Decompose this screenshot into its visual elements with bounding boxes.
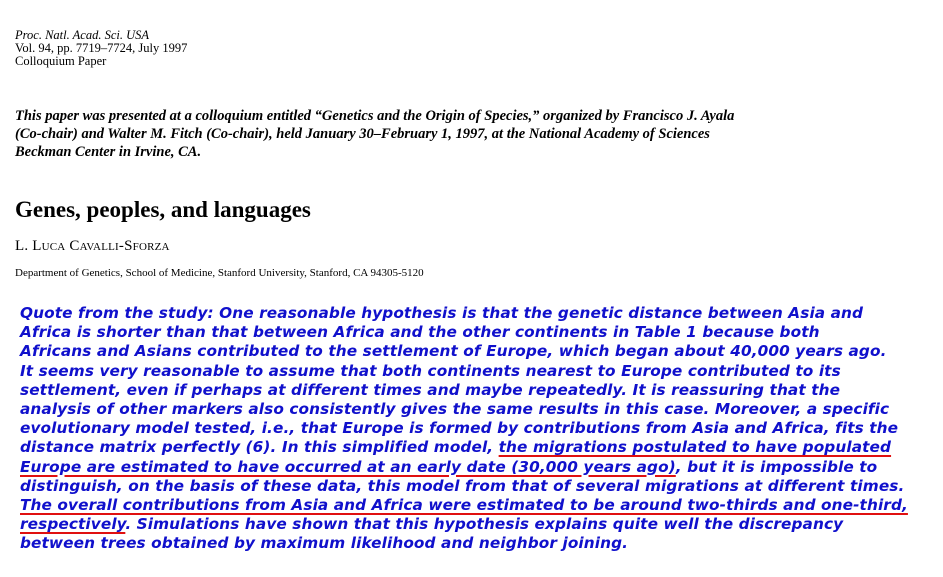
highlighted-text: the migrations postulated to have populated (498, 438, 892, 457)
quote-line: Africa is shorter than that between Africa and the other continents in Table 1 because both (20, 323, 820, 342)
quote-line: Africans and Asians contributed to the settlement of Europe, which began about 40,000 years ago. (20, 342, 887, 361)
journal-name: Proc. Natl. Acad. Sci. USA (15, 28, 150, 42)
volume-info: Vol. 94, pp. 7719–7724, July 1997 (15, 41, 188, 55)
quote-line: It seems very reasonable to assume that both continents nearest to Europe contributed to its (20, 361, 841, 380)
quote-line: evolutionary model tested, i.e., that Europe is formed by contributions from Asia and Africa, fits the (20, 419, 899, 438)
quote-line (20, 438, 935, 457)
quote-text: distance matrix perfectly (6). In this simplified model, (20, 438, 499, 457)
quote-line: settlement, even if perhaps at different times and maybe repeatedly. It is reassuring that the (20, 380, 841, 399)
highlighted-text: Europe are estimated to have occurred at an early date (30,000 years ago) (20, 457, 676, 476)
quote-line: distinguish, on the basis of these data, this model from that of several migrations at different times. (20, 476, 905, 495)
section-label: Colloquium Paper (15, 54, 107, 68)
quote-line: analysis of other markers also consistently gives the same results in this case. Moreover, a specific (20, 400, 890, 419)
journal-header (15, 29, 187, 68)
quote-line (20, 515, 935, 534)
author-affiliation: Department of Genetics, School of Medicine, Stanford University, Stanford, CA 94305-5120 (15, 267, 424, 279)
quote-text: . Simulations have shown that this hypothesis explains quite well the discrepancy (125, 515, 844, 534)
colloquium-note: This paper was presented at a colloquium entitled “Genetics and the Origin of Species,” organized by Francisco J. Ayala (Co-chair) and Walter M. Fitch (Co-chair), held January 30–February 1, 1997, at the National Academy of Sciences Beckman Center in Irvine, CA. (15, 108, 735, 160)
highlighted-text: respectively (20, 515, 126, 534)
highlighted-line: The overall contributions from Asia and Africa were estimated to be around two-thirds and one-third, (20, 496, 908, 515)
author-name: L. Luca Cavalli-Sforza (15, 238, 170, 254)
quote-line: Quote from the study: One reasonable hypothesis is that the genetic distance between Asia and (20, 304, 864, 322)
quote-line (20, 458, 935, 477)
quote-text: , but it is impossible to (675, 457, 878, 476)
quote-line: between trees obtained by maximum likelihood and neighbor joining. (20, 534, 629, 553)
paper-title: Genes, peoples, and languages (15, 197, 311, 222)
quote-block (20, 304, 935, 554)
